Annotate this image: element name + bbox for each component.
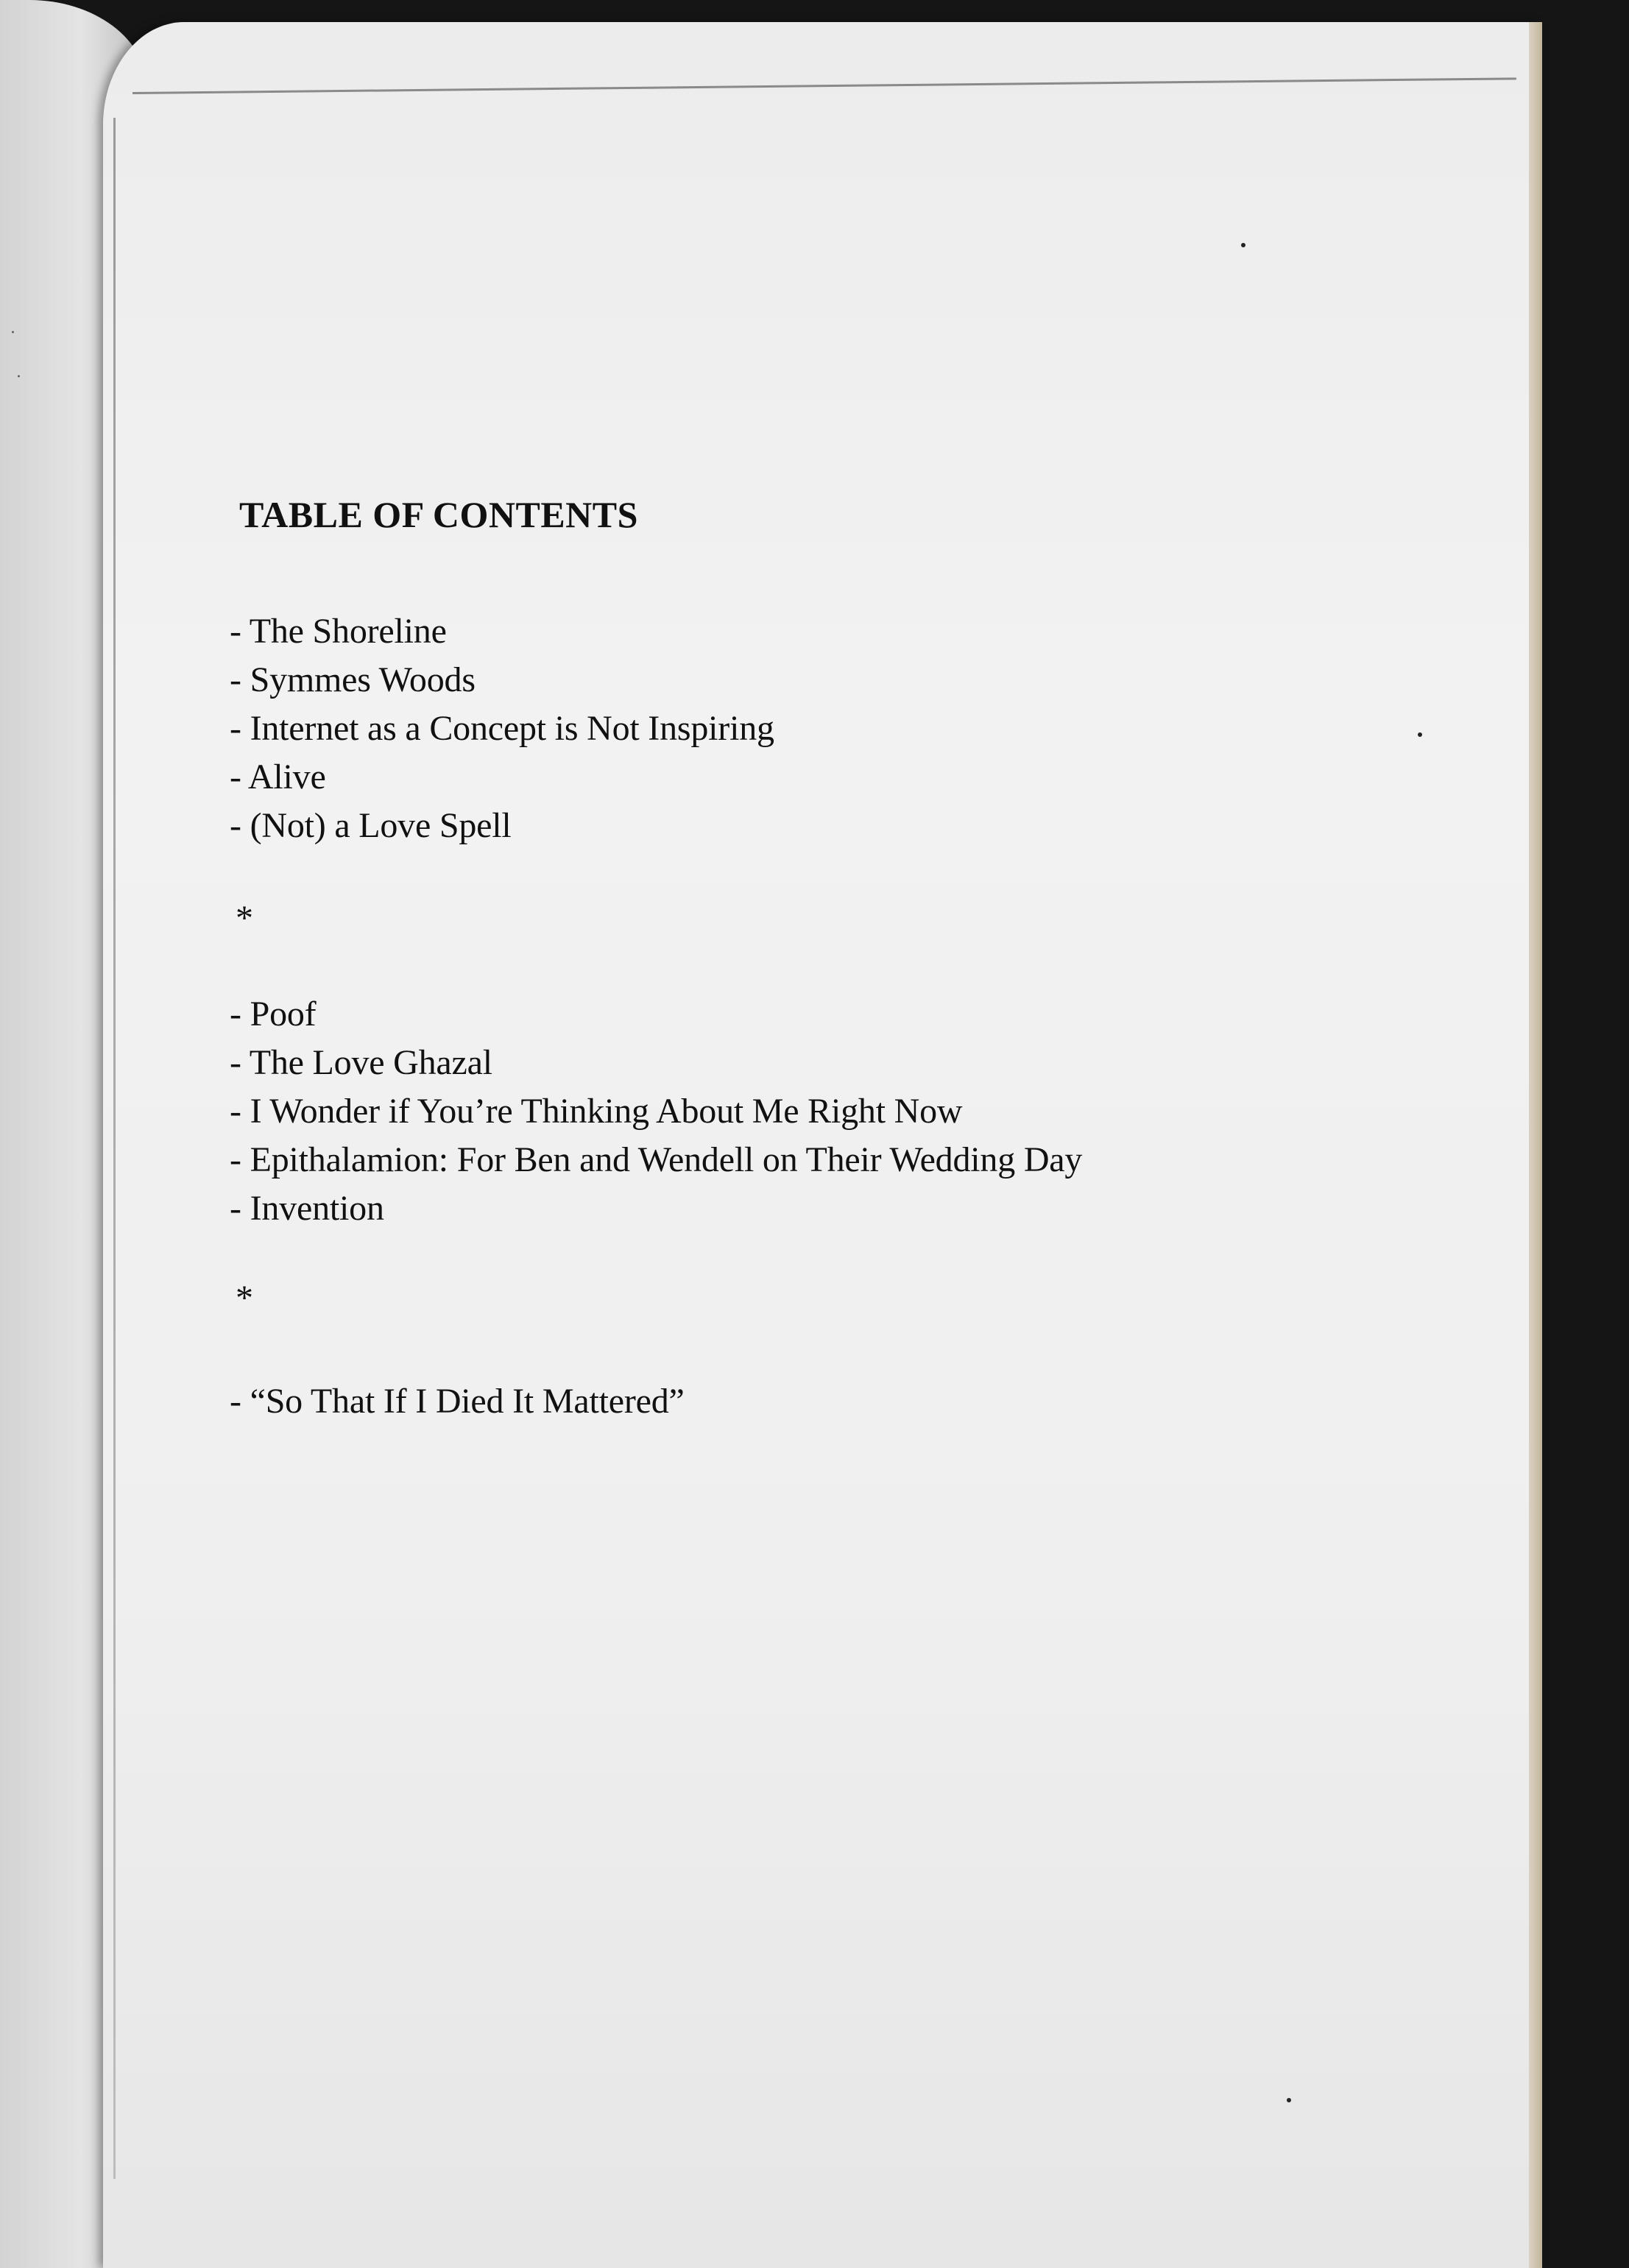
toc-entry: - Epithalamion: For Ben and Wendell on Their Wedding Day [230, 1140, 1083, 1179]
toc-entry: - Alive [230, 757, 326, 796]
page-speck [1287, 2098, 1291, 2102]
toc-entry: - Internet as a Concept is Not Inspiring [230, 709, 774, 748]
toc-entry: - The Shoreline [230, 612, 447, 651]
section-separator: * [236, 899, 253, 938]
page-speck [1418, 732, 1422, 737]
table-of-contents [103, 22, 1542, 2268]
toc-entry: - Poof [230, 995, 317, 1034]
toc-entry: - The Love Ghazal [230, 1043, 492, 1082]
toc-entry: - I Wonder if You’re Thinking About Me Right Now [230, 1092, 963, 1131]
toc-entry: - “So That If I Died It Mattered” [230, 1382, 685, 1421]
page-speck [1241, 243, 1245, 247]
section-separator: * [236, 1279, 253, 1318]
toc-entry: - Symmes Woods [230, 660, 476, 699]
page-speck: · [10, 324, 15, 342]
page-speck: · [16, 368, 21, 386]
book-page [103, 22, 1542, 2268]
toc-entry: - (Not) a Love Spell [230, 806, 512, 845]
toc-entry: - Invention [230, 1189, 384, 1228]
toc-title: TABLE OF CONTENTS [239, 494, 638, 535]
